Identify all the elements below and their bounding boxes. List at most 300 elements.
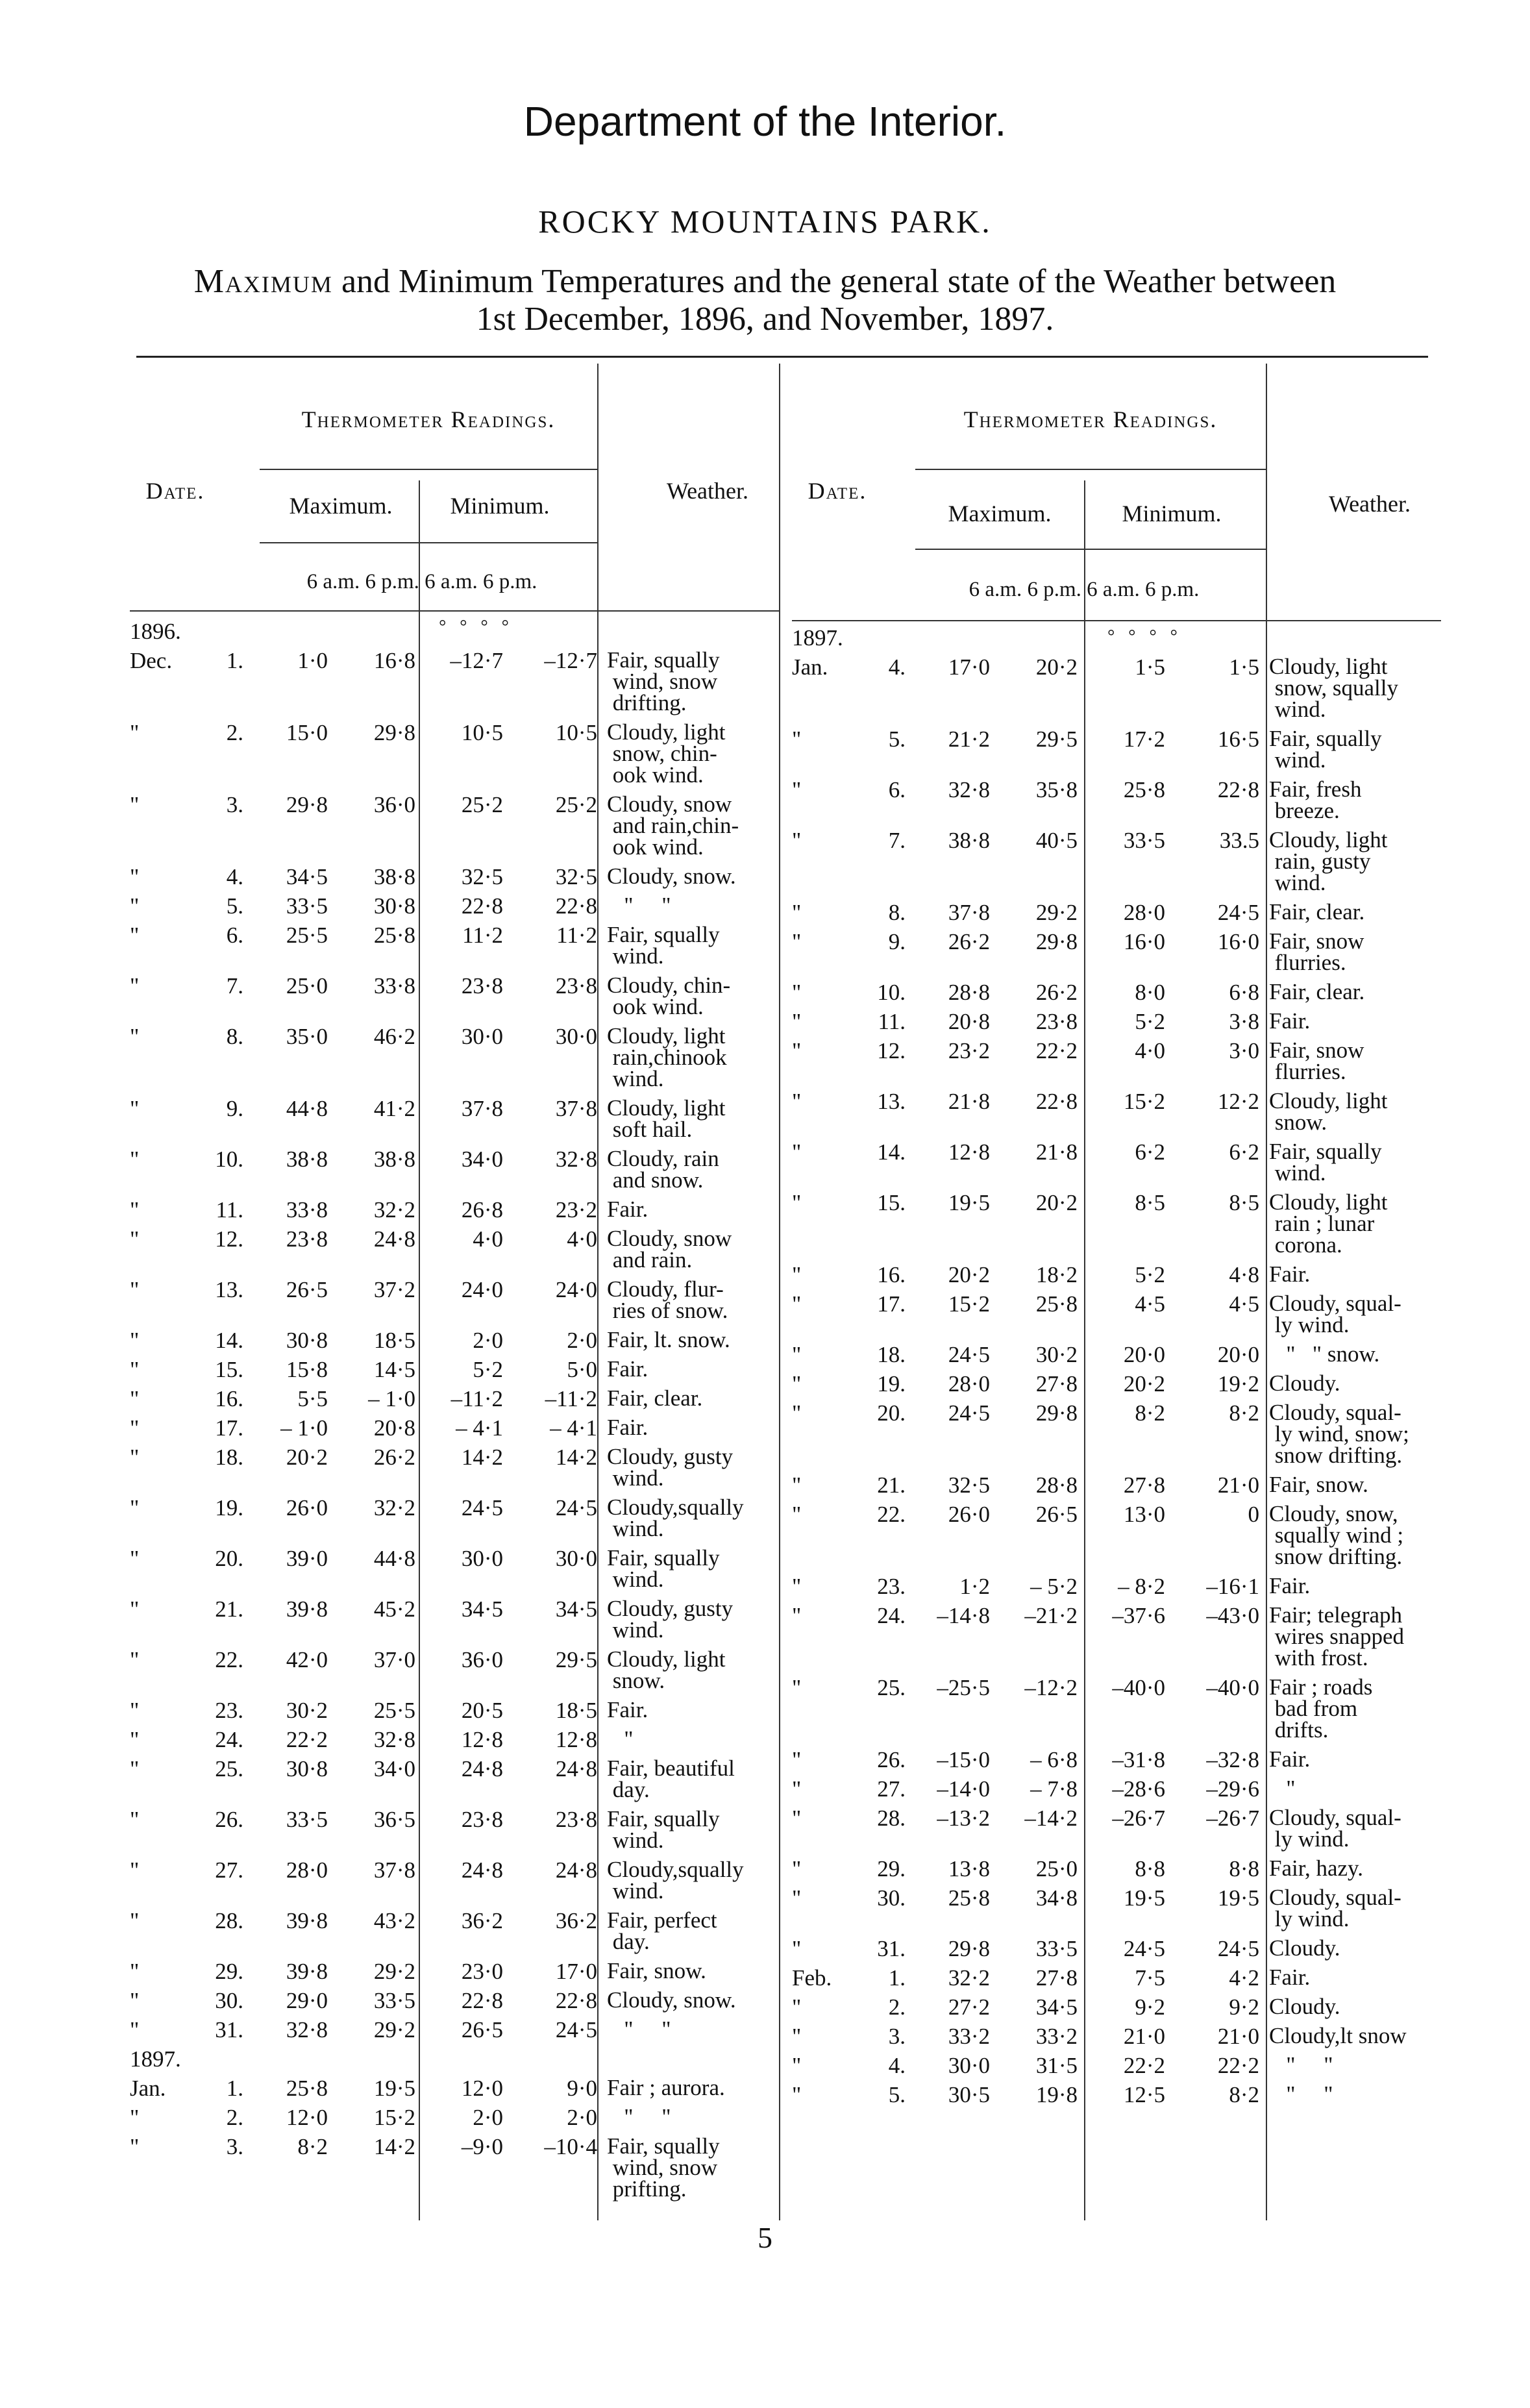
left-max-pm-cell: 15·2 [373, 2105, 415, 2130]
left-min-pm-cell: 32·5 [555, 864, 597, 889]
left-max-am-cell: 39·8 [286, 1908, 328, 1933]
right-weather-cell: " " [1269, 2052, 1333, 2078]
right-weather-cell: Fair, fresh breeze. [1269, 776, 1362, 823]
right-weather-cell: Fair. [1269, 1746, 1311, 1772]
right-month-cell: " [792, 1574, 802, 1599]
left-month-cell: " [130, 1328, 140, 1353]
left-max-pm-cell: 38·8 [373, 1147, 415, 1172]
right-weather-cell: Fair, snow flurries. [1269, 1037, 1364, 1084]
right-max-am-cell: 26·0 [948, 1502, 990, 1527]
right-day-cell: 5. [888, 2082, 906, 2107]
left-month-cell: " [130, 1756, 140, 1781]
right-weather-cell: Fair. [1269, 1008, 1311, 1034]
right-min-am-cell: 5·2 [1135, 1262, 1165, 1287]
left-month-cell: " [130, 1415, 140, 1441]
left-month-cell: " [130, 1445, 140, 1470]
right-min-pm-cell: 21·0 [1217, 1472, 1259, 1498]
left-min-am-cell: 22·8 [461, 893, 503, 919]
right-table-row [792, 1674, 1441, 1743]
right-min-pm-cell: 16·0 [1217, 929, 1259, 954]
left-min-pm-cell: 23·8 [555, 1807, 597, 1832]
right-min-pm-cell: –32·8 [1206, 1747, 1259, 1772]
left-max-am-cell: 25·5 [286, 923, 328, 948]
left-weather-cell: Fair, squally wind. [607, 1545, 720, 1592]
left-min-pm-cell: 10·5 [555, 720, 597, 745]
left-max-am-cell: 35·0 [286, 1024, 328, 1049]
right-day-cell: 20. [877, 1400, 906, 1426]
right-min-am-cell: 20·0 [1123, 1342, 1165, 1367]
left-table-row [130, 719, 779, 788]
right-max-am-cell: 25·8 [948, 1885, 990, 1911]
left-table-row [130, 1596, 779, 1643]
right-max-pm-cell: 27·8 [1035, 1371, 1078, 1396]
right-max-pm-cell: 29·8 [1035, 929, 1078, 954]
left-max-pm-cell: 32·2 [373, 1495, 415, 1521]
left-max-am-cell: 26·5 [286, 1277, 328, 1302]
right-max-pm-cell: – 7·8 [1030, 1776, 1078, 1802]
right-min-am-cell: 22·2 [1123, 2053, 1165, 2078]
left-min-pm-cell: 32·8 [555, 1147, 597, 1172]
left-table-row [130, 1756, 779, 1802]
right-day-cell: 23. [877, 1574, 906, 1599]
right-min-pm-cell: 4·8 [1229, 1262, 1259, 1287]
left-month-cell: Dec. [130, 648, 173, 673]
left-day-cell: 25. [215, 1756, 243, 1781]
left-table-row [130, 865, 779, 889]
left-min-pm-cell: 2·0 [567, 1328, 597, 1353]
right-max-pm-cell: 19·8 [1035, 2082, 1078, 2107]
right-month-cell: " [792, 1502, 802, 1527]
right-min-pm-cell: –43·0 [1206, 1603, 1259, 1628]
right-max-pm-cell: 26·5 [1035, 1502, 1078, 1527]
right-day-cell: 27. [877, 1776, 906, 1802]
right-header-times: 6 a.m. 6 p.m. 6 a.m. 6 p.m. [969, 578, 1200, 601]
right-table-row [792, 1602, 1441, 1670]
left-min-am-cell: 5·2 [473, 1357, 503, 1382]
left-table-row [130, 1444, 779, 1491]
left-table-row [130, 1358, 779, 1382]
right-weather-cell: Cloudy, light rain, gusty wind. [1269, 827, 1388, 895]
left-min-am-cell: 23·8 [461, 973, 503, 999]
right-max-pm-cell: 22·2 [1035, 1038, 1078, 1063]
left-max-pm-cell: 32·2 [373, 1197, 415, 1223]
right-day-cell: 21. [877, 1472, 906, 1498]
left-day-cell: 3. [226, 792, 243, 817]
right-weather-cell: Cloudy. [1269, 1994, 1340, 2019]
right-min-am-cell: –31·8 [1112, 1747, 1165, 1772]
left-header-date: Date. [145, 478, 205, 504]
left-min-pm-cell: 24·8 [555, 1756, 597, 1781]
right-table-row [792, 1748, 1441, 1772]
left-min-am-cell: 37·8 [461, 1096, 503, 1121]
left-max-pm-cell: 19·5 [373, 2076, 415, 2101]
right-min-am-cell: 5·2 [1135, 1009, 1165, 1034]
left-min-am-cell: 23·8 [461, 1807, 503, 1832]
right-max-pm-cell: 33·5 [1035, 1936, 1078, 1961]
right-month-cell: " [792, 1139, 802, 1165]
left-max-pm-cell: 37·2 [373, 1277, 415, 1302]
right-max-am-cell: 15·2 [948, 1291, 990, 1317]
left-max-pm-cell: 33·5 [373, 1988, 415, 2013]
left-max-pm-cell: 29·8 [373, 720, 415, 745]
right-month-cell: " [792, 726, 802, 752]
left-day-cell: 22. [215, 1647, 243, 1672]
right-month-cell: " [792, 1776, 802, 1802]
left-max-am-cell: 38·8 [286, 1147, 328, 1172]
right-day-cell: 12. [877, 1038, 906, 1063]
left-min-pm-cell: 11·2 [556, 923, 597, 948]
right-max-am-cell: 33·2 [948, 2024, 990, 2049]
right-table-row [792, 1400, 1441, 1468]
left-min-am-cell: 26·8 [461, 1197, 503, 1223]
left-table-row [130, 620, 779, 643]
left-min-pm-cell: 9·0 [567, 2076, 597, 2101]
left-min-pm-cell: 4·0 [567, 1226, 597, 1252]
left-day-cell: 1. [226, 648, 243, 673]
right-day-cell: 10. [877, 980, 906, 1005]
right-month-cell: " [792, 929, 802, 954]
left-max-am-cell: 34·5 [286, 864, 328, 889]
right-month-cell: Jan. [792, 654, 828, 680]
left-table-row [130, 2133, 779, 2202]
left-day-cell: 12. [215, 1226, 243, 1252]
right-min-am-cell: 13·0 [1123, 1502, 1165, 1527]
right-min-pm-cell: 16·5 [1217, 726, 1259, 752]
left-weather-cell: Fair, clear. [607, 1385, 703, 1411]
left-min-am-cell: 24·5 [461, 1495, 503, 1521]
left-min-am-cell: 2·0 [473, 1328, 503, 1353]
right-min-pm-cell: 19·5 [1217, 1885, 1259, 1911]
left-max-pm-cell: 32·8 [373, 1727, 415, 1752]
left-max-am-cell: – 1·0 [280, 1415, 328, 1441]
right-table-row [792, 1037, 1441, 1084]
left-min-pm-cell: 5·0 [567, 1357, 597, 1382]
right-min-pm-cell: 1·5 [1229, 654, 1259, 680]
right-min-am-cell: –26·7 [1112, 1806, 1165, 1831]
subtitle-line-2: 1st December, 1896, and November, 1897. [476, 301, 1054, 338]
left-month-cell: " [130, 2105, 140, 2130]
left-min-pm-cell: 30·0 [555, 1546, 597, 1571]
left-table-row [130, 1806, 779, 1853]
left-day-cell: 2. [226, 720, 243, 745]
right-day-cell: 15. [877, 1190, 906, 1215]
right-month-cell: " [792, 2082, 802, 2107]
left-max-am-cell: 39·8 [286, 1596, 328, 1622]
left-max-am-cell: 30·8 [286, 1328, 328, 1353]
right-weather-cell: Cloudy. [1269, 1935, 1340, 1961]
right-header-weather: Weather. [1328, 491, 1411, 517]
left-max-pm-cell: 14·5 [373, 1357, 415, 1382]
left-min-am-cell: 24·8 [461, 1857, 503, 1883]
right-month-cell: " [792, 1038, 802, 1063]
left-weather-cell: Cloudy, rain and snow. [607, 1146, 719, 1193]
right-max-pm-cell: 23·8 [1035, 1009, 1078, 1034]
left-table-row [130, 922, 779, 969]
right-weather-cell: Cloudy, light snow, squally wind. [1269, 654, 1398, 722]
left-max-am-cell: 32·8 [286, 2017, 328, 2042]
left-day-cell: 2. [226, 2105, 243, 2130]
right-month-cell: " [792, 1262, 802, 1287]
left-month-cell: " [130, 1386, 140, 1411]
right-max-pm-cell: 30·2 [1035, 1342, 1078, 1367]
left-max-pm-cell: 25·5 [373, 1698, 415, 1723]
left-max-pm-cell: 30·8 [373, 893, 415, 919]
right-table-row [792, 1010, 1441, 1034]
left-weather-cell: " [607, 1726, 634, 1752]
right-month-cell: " [792, 1400, 802, 1426]
right-max-pm-cell: 28·8 [1035, 1472, 1078, 1498]
left-min-pm-cell: 24·5 [555, 1495, 597, 1521]
left-max-pm-cell: 37·8 [373, 1857, 415, 1883]
left-min-pm-cell: 18·5 [555, 1698, 597, 1723]
right-max-pm-cell: 26·2 [1035, 980, 1078, 1005]
center-divider [779, 364, 780, 2220]
right-day-cell: 7. [888, 828, 906, 853]
right-max-am-cell: 28·0 [948, 1371, 990, 1396]
left-min-pm-cell: 12·8 [555, 1727, 597, 1752]
right-table-row [792, 2025, 1441, 2048]
top-rule [136, 356, 1428, 358]
right-day-cell: 1. [888, 1965, 906, 1991]
right-month-cell: Feb. [792, 1965, 832, 1991]
left-min-am-cell: 22·8 [461, 1988, 503, 2013]
park-title: ROCKY MOUNTAINS PARK. [538, 203, 992, 240]
right-max-am-cell: 17·0 [948, 654, 990, 680]
right-min-am-cell: 16·0 [1123, 929, 1165, 954]
left-min-pm-cell: 34·5 [555, 1596, 597, 1622]
right-min-am-cell: 24·5 [1123, 1936, 1165, 1961]
right-table-row [792, 928, 1441, 975]
right-min-am-cell: 4·0 [1135, 1038, 1165, 1063]
right-min-pm-cell: 3·0 [1229, 1038, 1259, 1063]
left-max-am-cell: 29·0 [286, 1988, 328, 2013]
right-max-pm-cell: 18·2 [1035, 1262, 1078, 1287]
left-max-am-cell: 22·2 [286, 1727, 328, 1752]
left-max-pm-cell: 25·8 [373, 923, 415, 948]
left-day-cell: 9. [226, 1096, 243, 1121]
left-table-row [130, 2018, 779, 2042]
left-month-cell: " [130, 792, 140, 817]
right-degree-marks: ° ° ° ° [1107, 627, 1178, 647]
left-month-cell: " [130, 1596, 140, 1622]
right-table-row [792, 1343, 1441, 1367]
right-month-cell: " [792, 828, 802, 853]
right-rule-under-maxmin [915, 549, 1266, 550]
left-table-row [130, 791, 779, 860]
right-min-pm-cell: –16·1 [1206, 1574, 1259, 1599]
right-weather-cell: Cloudy, squal- ly wind. [1269, 1885, 1401, 1931]
left-table-row [130, 1276, 779, 1323]
right-max-am-cell: –13·2 [937, 1806, 990, 1831]
right-month-cell: " [792, 1747, 802, 1772]
right-weather-cell: Fair. [1269, 1965, 1311, 1990]
left-max-am-cell: 25·8 [286, 2076, 328, 2101]
left-header-maximum: Maximum. [289, 493, 393, 519]
right-min-am-cell: 28·0 [1123, 900, 1165, 925]
left-day-cell: 15. [215, 1357, 243, 1382]
right-table-row [792, 1139, 1441, 1185]
right-day-cell: 13. [877, 1089, 906, 1114]
right-month-cell: " [792, 1342, 802, 1367]
subtitle-line-1: Maximum and Minimum Temperatures and the general state of the Weather between [193, 263, 1337, 300]
left-day-cell: 29. [215, 1959, 243, 1984]
left-day-cell: 1. [226, 2076, 243, 2101]
left-month-cell: " [130, 1357, 140, 1382]
right-day-cell: 4. [888, 2053, 906, 2078]
right-min-pm-cell: 21·0 [1217, 2024, 1259, 2049]
right-max-pm-cell: 25·0 [1035, 1856, 1078, 1881]
left-max-am-cell: 26·0 [286, 1495, 328, 1521]
right-min-pm-cell: 22·8 [1217, 777, 1259, 802]
right-max-pm-cell: 29·5 [1035, 726, 1078, 752]
left-max-pm-cell: 45·2 [373, 1596, 415, 1622]
right-max-am-cell: 29·8 [948, 1936, 990, 1961]
right-min-am-cell: 9·2 [1135, 1994, 1165, 2020]
left-min-pm-cell: 30·0 [555, 1024, 597, 1049]
left-max-am-cell: 33·8 [286, 1197, 328, 1223]
left-year-cell: 1897. [130, 2046, 181, 2072]
left-weather-cell: Cloudy, flur- ries of snow. [607, 1276, 728, 1323]
right-weather-cell: Fair. [1269, 1261, 1311, 1287]
right-min-am-cell: 1·5 [1135, 654, 1165, 680]
right-rule-under-times [792, 620, 1441, 621]
right-day-cell: 11. [878, 1009, 906, 1034]
right-month-cell: " [792, 1371, 802, 1396]
right-weather-cell: Fair; telegraph wires snapped with frost. [1269, 1602, 1405, 1670]
right-day-cell: 25. [877, 1675, 906, 1700]
left-min-am-cell: 2·0 [473, 2105, 503, 2130]
left-max-pm-cell: 44·8 [373, 1546, 415, 1571]
right-table-row [792, 1088, 1441, 1135]
right-max-pm-cell: 34·5 [1035, 1994, 1078, 2020]
right-max-am-cell: 13·8 [948, 1856, 990, 1881]
left-month-cell: " [130, 1647, 140, 1672]
right-table-row [792, 726, 1441, 773]
left-min-am-cell: 11·2 [462, 923, 503, 948]
right-table-row [792, 1501, 1441, 1569]
right-min-am-cell: 8·8 [1135, 1856, 1165, 1881]
left-month-cell: " [130, 1197, 140, 1223]
left-max-pm-cell: – 1·0 [368, 1386, 415, 1411]
left-month-cell: " [130, 1857, 140, 1883]
left-weather-cell: Cloudy, light soft hail. [607, 1095, 726, 1142]
left-min-pm-cell: –11·2 [545, 1386, 597, 1411]
right-table-row [792, 827, 1441, 895]
right-day-cell: 24. [877, 1603, 906, 1628]
right-max-am-cell: 23·2 [948, 1038, 990, 1063]
left-max-am-cell: 39·0 [286, 1546, 328, 1571]
left-day-cell: 11. [216, 1197, 243, 1223]
left-header-thermometer: Thermometer Readings. [301, 406, 556, 432]
left-weather-cell: Cloudy, light rain,chinook wind. [607, 1023, 727, 1091]
left-table-row [130, 1545, 779, 1592]
right-max-pm-cell: 29·8 [1035, 1400, 1078, 1426]
right-header-thermometer: Thermometer Readings. [963, 406, 1218, 432]
left-max-pm-cell: 43·2 [373, 1908, 415, 1933]
left-day-cell: 19. [215, 1495, 243, 1521]
left-min-am-cell: –12·7 [450, 648, 503, 673]
right-max-am-cell: –25·5 [937, 1675, 990, 1700]
right-table-row [792, 901, 1441, 925]
right-table-row [792, 1778, 1441, 1801]
left-max-am-cell: 25·0 [286, 973, 328, 999]
right-max-pm-cell: 40·5 [1035, 828, 1078, 853]
right-max-pm-cell: 29·2 [1035, 900, 1078, 925]
right-day-cell: 29. [877, 1856, 906, 1881]
right-month-cell: " [792, 1885, 802, 1911]
left-min-am-cell: 12·8 [461, 1727, 503, 1752]
left-table-row [130, 1417, 779, 1440]
right-min-am-cell: –28·6 [1112, 1776, 1165, 1802]
right-min-am-cell: 8·5 [1135, 1190, 1165, 1215]
right-day-cell: 5. [888, 726, 906, 752]
left-day-cell: 30. [215, 1988, 243, 2013]
left-min-pm-cell: –12·7 [544, 648, 597, 673]
left-min-am-cell: 12·0 [461, 2076, 503, 2101]
right-month-cell: " [792, 777, 802, 802]
right-day-cell: 18. [877, 1342, 906, 1367]
left-rule-under-thermo [260, 469, 597, 470]
left-header-times: 6 a.m. 6 p.m. 6 a.m. 6 p.m. [306, 570, 537, 593]
left-weather-cell: Fair ; aurora. [607, 2075, 725, 2100]
right-min-am-cell: 33·5 [1123, 828, 1165, 853]
left-day-cell: 5. [226, 893, 243, 919]
left-max-am-cell: 29·8 [286, 792, 328, 817]
left-min-am-cell: 34·0 [461, 1147, 503, 1172]
left-month-cell: " [130, 2134, 140, 2159]
right-max-pm-cell: – 6·8 [1030, 1747, 1078, 1772]
right-max-am-cell: 32·2 [948, 1965, 990, 1991]
right-header-date: Date. [808, 478, 867, 504]
right-day-cell: 8. [888, 900, 906, 925]
left-weather-cell: Cloudy,squally wind. [607, 1495, 744, 1541]
right-min-am-cell: 21·0 [1123, 2024, 1165, 2049]
left-max-pm-cell: 29·2 [373, 2017, 415, 2042]
right-min-am-cell: 17·2 [1123, 726, 1165, 752]
left-rule-under-maxmin [260, 542, 597, 543]
right-min-am-cell: 12·5 [1123, 2082, 1165, 2107]
left-day-cell: 31. [215, 2017, 243, 2042]
right-table-row [792, 1885, 1441, 1931]
left-day-cell: 6. [226, 923, 243, 948]
right-max-am-cell: –15·0 [937, 1747, 990, 1772]
left-day-cell: 18. [215, 1445, 243, 1470]
right-min-am-cell: – 8·2 [1118, 1574, 1165, 1599]
right-weather-cell: Cloudy, squal- ly wind. [1269, 1291, 1401, 1337]
right-max-am-cell: 38·8 [948, 828, 990, 853]
left-min-am-cell: 10·5 [461, 720, 503, 745]
right-min-am-cell: 15·2 [1123, 1089, 1165, 1114]
left-min-am-cell: 24·8 [461, 1756, 503, 1781]
left-month-cell: " [130, 1024, 140, 1049]
right-weather-cell: Fair, clear. [1269, 979, 1365, 1004]
right-min-pm-cell: 20·0 [1217, 1342, 1259, 1367]
left-max-am-cell: 30·8 [286, 1756, 328, 1781]
left-weather-cell: Cloudy,squally wind. [607, 1857, 744, 1904]
left-table-row [130, 1646, 779, 1693]
left-weather-cell: Cloudy, gusty wind. [607, 1596, 734, 1643]
right-table-row [792, 981, 1441, 1004]
left-max-pm-cell: 36·5 [373, 1807, 415, 1832]
left-max-pm-cell: 29·2 [373, 1959, 415, 1984]
left-weather-cell: Fair, beautiful day. [607, 1756, 735, 1802]
right-max-am-cell: 26·2 [948, 929, 990, 954]
right-month-cell: " [792, 1472, 802, 1498]
left-weather-cell: Fair, squally wind, snow drifting. [607, 647, 720, 715]
right-min-am-cell: 8·2 [1135, 1400, 1165, 1426]
right-min-pm-cell: –40·0 [1206, 1675, 1259, 1700]
right-max-am-cell: 1·2 [959, 1574, 990, 1599]
